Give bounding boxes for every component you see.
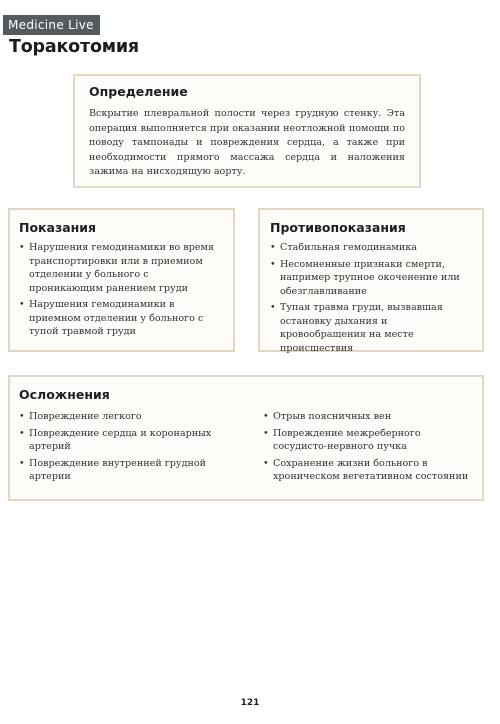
- list-item: [19, 410, 229, 424]
- list-item: [19, 241, 225, 295]
- list-item-text: Отрыв поясничных вен: [273, 411, 392, 422]
- list-item: [19, 457, 229, 484]
- contraindications-box: [258, 208, 484, 352]
- bullet-icon: •: [19, 242, 25, 253]
- definition-heading: Определение: [89, 84, 188, 99]
- list-item-text: Повреждение легкого: [29, 411, 142, 422]
- bullet-icon: •: [263, 427, 269, 439]
- definition-text: Вскрытие плевральной полости через грудную стенку. Эта операция выполняется при оказании неотложной помощи по поводу тампонады и повреждения сердца, а также при необходимости прямого массажа сердца и наложения зажима на нисходящую аорту.: [89, 108, 405, 177]
- bullet-icon: •: [19, 457, 25, 469]
- watermark-badge: Medicine Live: [3, 15, 100, 35]
- indications-box: [8, 208, 235, 352]
- complications-list-right: [263, 410, 473, 487]
- list-item: [263, 427, 473, 454]
- page-title: Торакотомия: [9, 37, 139, 57]
- list-item-text: Сохранение жизни больного в хроническом вегетативном состоянии: [273, 457, 469, 482]
- list-item: [270, 241, 474, 255]
- bullet-icon: •: [19, 411, 25, 422]
- list-item-text: Несомненные признаки смерти, например трупное окоченение или обезглавливание: [280, 258, 460, 297]
- bullet-icon: •: [263, 457, 269, 469]
- list-item: [263, 410, 473, 424]
- bullet-icon: •: [263, 411, 269, 422]
- list-item: [19, 427, 229, 454]
- bullet-icon: •: [270, 242, 276, 253]
- list-item-text: Повреждение межреберного сосудисто-нервного пучка: [273, 427, 421, 452]
- bullet-icon: •: [270, 302, 276, 313]
- complications-box: [8, 375, 484, 501]
- list-item: [270, 301, 474, 355]
- list-item-text: Нарушения гемодинамики в приемном отделении у больного с тупой травмой груди: [29, 299, 204, 337]
- list-item-text: Повреждение сердца и коронарных артерий: [29, 427, 212, 452]
- list-item-text: Повреждение внутренней грудной артерии: [29, 457, 207, 482]
- list-item-text: Нарушения гемодинамики во время транспортировки или в приемном отделении у больного с проникающим ранением груди: [29, 242, 214, 294]
- list-item-text: Тупая травма груди, вызвавшая остановку дыхания и кровообращения на месте происшествия: [280, 302, 443, 354]
- indications-heading: Показания: [19, 220, 97, 235]
- list-item: [19, 298, 225, 339]
- bullet-icon: •: [270, 258, 276, 270]
- indications-list: [19, 241, 225, 339]
- complications-heading: Осложнения: [19, 387, 110, 402]
- page-number: 121: [240, 698, 260, 708]
- list-item: [270, 258, 474, 299]
- contraindications-heading: Противопоказания: [270, 220, 406, 235]
- contraindications-list: [270, 241, 474, 355]
- bullet-icon: •: [19, 427, 25, 439]
- bullet-icon: •: [19, 299, 25, 310]
- definition-box: [73, 74, 421, 188]
- list-item: [263, 457, 473, 484]
- complications-columns: [19, 410, 473, 487]
- list-item-text: Стабильная гемодинамика: [280, 242, 418, 253]
- complications-list-left: [19, 410, 229, 487]
